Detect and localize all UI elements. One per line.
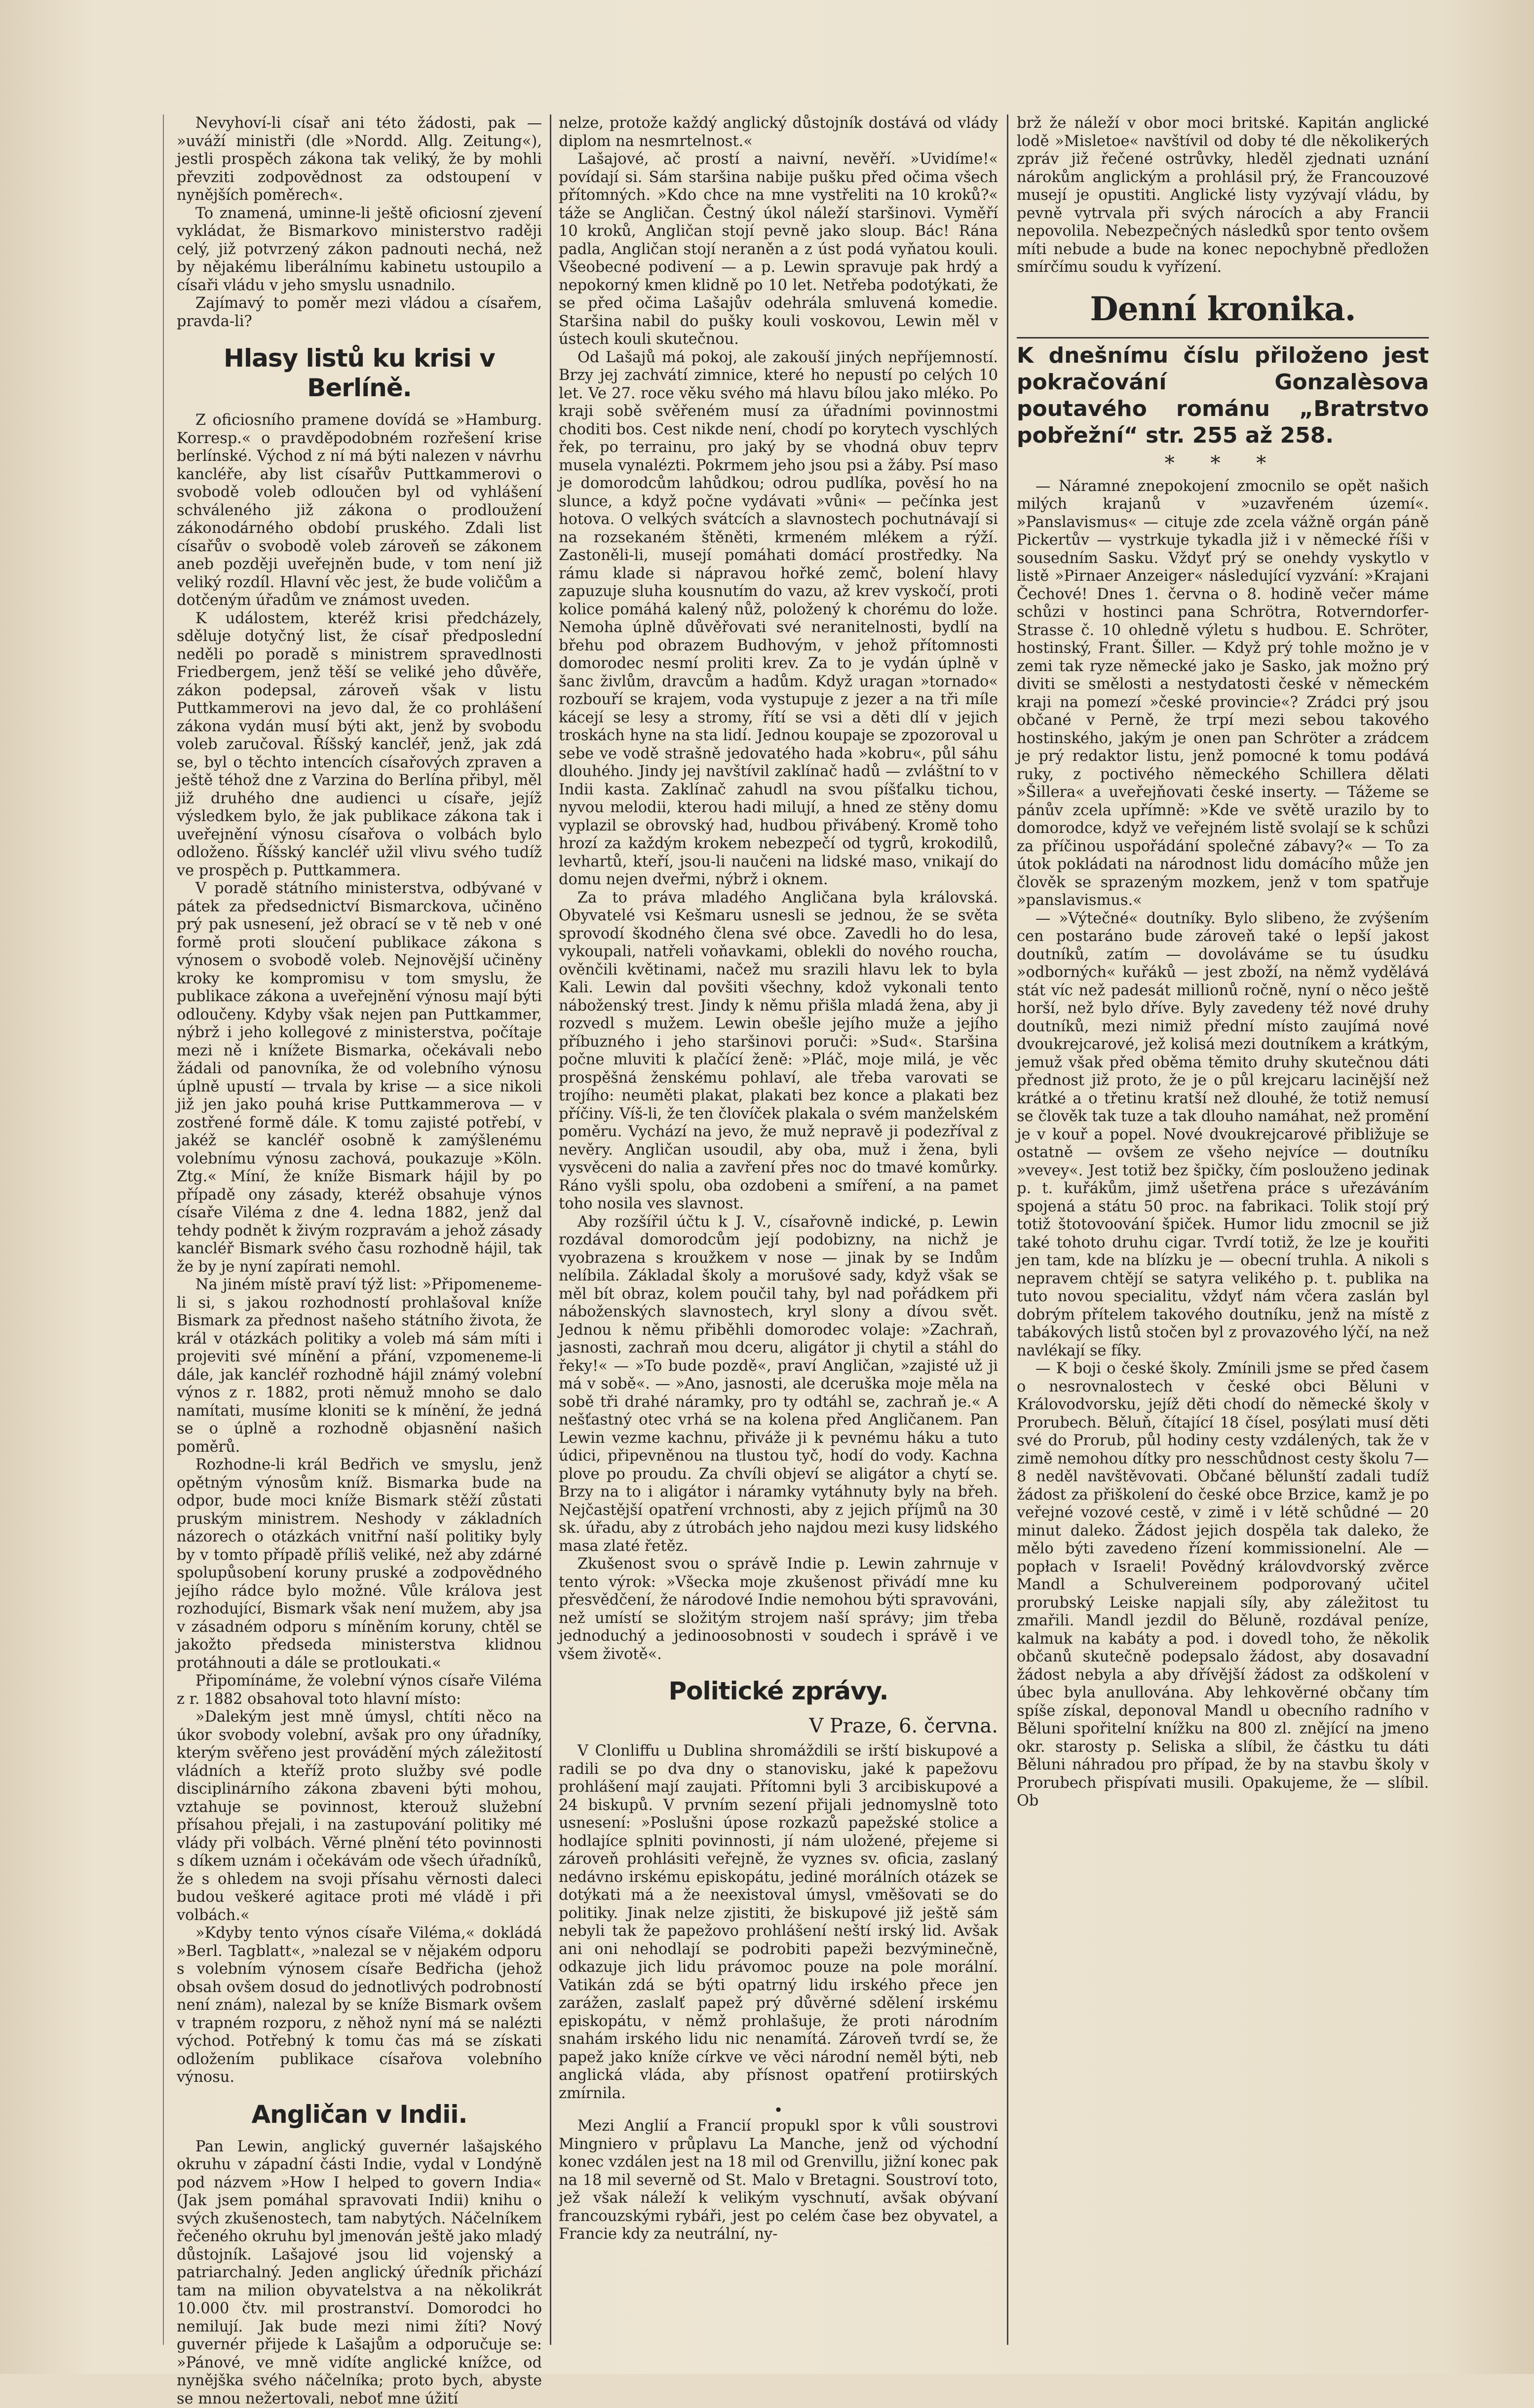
- paragraph: — Náramné znepokojení zmocnilo se opět našich milých krajanů v »uzavřeném území«. »Panslavismus« — cituje zde zcela vážně orgán páně Pickertův — vystrkuje tykadla již i v německé říši v sousedním Sasku. Vždyť prý se onehdy vyskytlo v listě »Pirnaer Anzeiger« následující vyzvání: »Krajani Čechové! Dnes 1. června o 8. hodině večer máme schůzi v hostinci pana Schrötra, Rotverndorfer-Strasse č. 10 ohledně výletu s hudbou. E. Schröter, hostinský, Frant. Šiller. — Když prý tohle možno je v zemi tak ryze německé jako je Sasko, jak možno prý diviti se smělosti a nestydatosti české v německém kraji na pomezí »české provincie«? Zrádci prý jsou občané v Perně, že trpí mezi sebou takového hostinského, jakým je onen pan Schröter a zrádcem je prý redaktor listu, jenž pomocné k tomu podává ruky, z poctivého německého Schillera dělati »Šillera« a uveřejňovati české inserty. — Tážeme se pánův zcela upřímně: »Kde ve světě urazilo by to domorodce, když ve veřejném listě svolají se k schůzi za příčinou uspořádání společné zábavy?« — To za útok pokládati na národnost lidu domácího může jen člověk se sprazeným mozkem, jenž v tom spatřuje »panslavismus.«: [1017, 478, 1429, 910]
- paragraph: — K boji o české školy. Zmínili jsme se před časem o nesrovnalostech v české obci Běluni v Královodvorsku, jejíž děti chodí do německé školy v Prorubech. Běluň, čítající 18 čísel, posýlati musí děti své do Prorub, půl hodiny cesty vzdálených, tak že v zimě nemohou dítky pro nesschůdnost cesty školu 7—8 neděl navštěvovati. Občané bělunští zadali tudíž žádost za přiškolení do české obce Brzice, kamž je po veřejné vozové cestě, v zimě i v létě schůdné — 20 minut daleko. Žádost jejich dospěla tak daleko, že mělo býti zavedeno řízení kommissionelní. Ale — popłach v Israeli! Povědný královdvorský zvěrce Mandl a Schulvereinem podporovaný učitel prorubský Leiske napjali síly, aby záležitost tu zmařili. Mandl jezdil do Běluně, rozdával peníze, kalmuk na kabáty a pod. i dovedl toho, že několik občanů skutečně podepsalo žádost, aby dosavadní žádost nebyla a aby dřívější žádost za odškolení v úbec byla anullována. Aby lehkověrné občany tím spíše získal, deponoval Mandl u obecního radního v Běluni spořitelní knížku na 800 zl. znějící na jmeno okr. starosty p. Seliska a slíbil, že částku tu dáti Běluni náhradou pro případ, že by na stavbu školy v Prorubech přispívati musili. Opakujeme, že — slíbil. Ob: [1017, 1360, 1429, 1810]
- paragraph: Pan Lewin, anglický guvernér lašajského okruhu v západní části Indie, vydal v Londýně pod názvem »How I helped to govern India« (Jak jsem pomáhal spravovati Indii) knihu o svých zkušenostech, tam nabytých. Náčelníkem řečeného okruhu byl jmenován ještě jako mladý důstojník. Lašajové jsou lid vojenský a patriarchalný. Jeden anglický úředník přichází tam na milion obyvatelstva a na několikrát 10.000 čtv. mil prostranství. Domorodci ho nemilují. Jak bude mezi nimi žíti? Nový guvernér přijede k Lašajům a odporučuje se: »Pánové, ve mně vidíte anglické knížce, od nynějška svého náčelníka; proto bych, abyste se mnou nežertovali, neboť mne úžití: [177, 2138, 542, 2408]
- column-2: [559, 114, 998, 2345]
- left-margin-rule: [163, 114, 164, 2345]
- section-heading: Denní kronika.: [1017, 290, 1429, 328]
- paragraph: To znamená, uminne-li ještě oficiosní zjevení vykládat, že Bismarkovo ministerstvo raději celý, již potvrzený zákon padnouti nechá, než by nějakému liberálnímu kabinetu ustoupilo a císaři vládu v jeho smyslu usnadnilo.: [177, 205, 542, 295]
- separator-dot: •: [559, 2103, 998, 2117]
- section-heading: Politické zprávy.: [559, 1676, 998, 1706]
- paragraph: Aby rozšířil účtu k J. V., císařovně indické, p. Lewin rozdával domorodcům její podobizny, na nichž je vyobrazena s kroužkem v nose — jinak by se Indům nelíbila. Základal školy a morušové sady, když však se měl bít obraz, kolem poučil tahy, byl nad pořádkem při náboženských slavnostech, kryl slony a dívou svět. Jednou k němu přiběhli domorodec volaje: »Zachraň, jasnosti, zachraň mou dceru, aligátor ji chytil a stáhl do řeky!« — »To bude pozdě«, praví Angličan, »zajisté už ji má v sobě«. — »Ano, jasnosti, ale dceruška moje měla na sobě tři drahé náramky, pro ty odtáhl se, zachraň je.« A nešťastný otec vrhá se na kolena před Angličanem. Pan Lewin vezme kachnu, přiváže ji k pevnému háku a tuto údici, připevněnou na tlustou tyč, hodí do vody. Kachna plove po proudu. Za chvíli objeví se aligátor a chytí se. Brzy na to i aligátor i náramky vytáhnuty byly na břeh. Nejčastější opatření vrchnosti, aby z jejich příjmů na 30 sk. úřadu, aby z útrobách jeho najdou mezi kusy lidského masa zlaté řetěz.: [559, 1213, 998, 1556]
- paragraph: Připomínáme, že volební výnos císaře Viléma z r. 1882 obsahoval toto hlavní místo:: [177, 1672, 542, 1708]
- paragraph: Rozhodne-li král Bedřich ve smyslu, jenž opětným výnosům kníž. Bismarka bude na odpor, bude moci kníže Bismark stěží zůstati pruským ministrem. Neshody v základních názorech o otázkách vnitřní naší politiky byly by v tomto případě příliš veliké, než aby zdárné spolupůsobení koruny pruské a zodpovědného jejího rádce bylo možné. Vůle králova jest rozhodující, Bismark však není mužem, aby jsa v zásadném odporu s míněním koruny, chtěl se jakožto předseda ministerstva klidnou protáhnouti a dále se protloukati.«: [177, 1456, 542, 1672]
- dateline-date: 6. června.: [899, 1715, 998, 1737]
- paragraph: Zajímavý to poměr mezi vládou a císařem, pravda-li?: [177, 295, 542, 331]
- paragraph: brž že náleží v obor moci britské. Kapitán anglické lodě »Misletoe« navštívil od doby té dle několikerých zpráv již řečené ostrůvky, hleděl zjednati uznání nárokům anglickým a prohlásil prý, že Francouzové musejí je opustiti. Anglické listy vyzývají vládu, by pevně vytrvala při svých nárocích a aby Francii nepovolila. Nebezpečných následků spor tento ovšem míti nebude a bude na konec nepochybně předložen smírčímu soudu k vyřízení.: [1017, 114, 1429, 277]
- paragraph: Nevyhoví-li císař ani této žádosti, pak — »uváží ministři (dle »Nordd. Allg. Zeitung«), jestli prospěch zákona tak veliký, že by mohli převziti zodpovědnost za odstoupení v nynějších poměrech«.: [177, 114, 542, 205]
- paragraph: K událostem, kteréž krisi předcházely, sděluje dotyčný list, že císař předposlední neděli po poradě s ministrem spravedlnosti Friedbergem, jenž těší se veliké jeho důvěře, zákon podepsal, zároveň však v listu Puttkammerovi na jevo dal, že co prohlášení zákona vydán musí býti akt, jenž by svobodu voleb zaručoval. Říšský kancléř, jenž, jak zdá se, byl o těchto intencích císařových zpraven a ještě téhož dne z Varzina do Berlína přibyl, měl již druhého dne audienci u císaře, jejíž výsledkem bylo, že jak publikace zákona tak i uveřejnění výnosu císařova o volbách bylo odloženo. Říšský kancléř užil vlivu svého tudíž ve prospěch p. Puttkammera.: [177, 610, 542, 880]
- paragraph: nelze, protože každý anglický důstojník dostává od vlády diplom na nesmrtelnost.«: [559, 114, 998, 150]
- paragraph: V Clonliffu u Dublina shromáždili se irští biskupové a radili se po dva dny o stanovisku, jaké k papežovu prohlášení mají zaujati. Přítomni byli 3 arcibiskupové a 24 biskupů. V prvním sezení přijali jednomyslně toto usnesení: »Poslušni úpose rozkazů papežské stolice a hodlajíce splniti povinnosti, jí nám uložené, přejeme si zároveň prohlásiti veřejně, že vyznes sv. oficia, zaslaný nedávno irskému episkopátu, jediné morálních otázek se dotýkati má a že neexistoval úmysl, vměšovati se do politiky. Jinak nelze zjistiti, že biskupové již ještě sám nebyli tak že papežovo prohlášení neští irský lid. Avšak ani oni nehodlají se podrobiti papeži bezvýminečně, odkazuje jich lidu právomoc pouze na pole morální. Vatikán zdá se býti opatrný lidu irského přece jen zarážen, zaslalť papež prý důvěrné sdělení irskému episkopátu, v němž prohlašuje, že proti národním snahám irského lidu nic nenamítá. Zároveň tvrdí se, že papež jako kníže církve ve věci národní neměl býti, neb anglická vláda, aby přísnost opatření protiirských zmírnila.: [559, 1742, 998, 2103]
- dateline: [559, 1715, 998, 1737]
- paragraph: Mezi Anglií a Francií propukl spor k vůli soustrovi Mingniero v průplavu La Manche, jenž od východní konec vzdálen jest na 18 mil od Grenvillu, jižní konec pak na 18 mil severně od St. Malo v Bretagni. Soustroví toto, jež však náleží k velikým vyschnutí, avšak obývaní francouzskými rybáři, jest po celém čase bez obyvatel, a Francie kdy za neutrální, ny-: [559, 2117, 998, 2244]
- asterism: * * *: [1017, 452, 1429, 475]
- paragraph: Od Lašajů má pokoj, ale zakouší jiných nepříjemností. Brzy jej zachvátí zimnice, které ho nepustí po celých 10 let. Ve 27. roce věku svého má hlavu bílou jako mléko. Po kraji sobě svěřeném musí za úřadními povinnostmi choditi bos. Cest nikde není, chodí po korytech vyschlých řek, po terrainu, pro jaký by se vhodná obuv teprv musela vynalézti. Pokrmem jeho jsou psi a žáby. Psí maso je domorodcům lahůdkou; odrou pudlíka, pověsí ho na slunce, a když počne vydávati »vůni« — pečínka jest hotova. O velkých svátcích a slavnostech pochutnávají si na rozsekaném štěněti, krmeném mlékem a rýží. Zastoněli-li, musejí pomáhati domácí prostředky. Na rámu klade si nápravou hořké zemč, bolení hlavy zapuzuje sluha kousnutím do vazu, až krev vyskočí, proti kolice pomáhá kalený nůž, položený k chorému do lože. Nemoha úplně důvěřovati své neranitelnosti, bydlí na břehu pod obrazem Budhovým, v jehož přítomnosti domorodec nesmí proliti krev. Za to je vydán úplně v šanc živlům, dravcům a hadům. Když uragan »tornado« rozbouří se krajem, voda vystupuje z jezer a na tři míle kácejí se lesy a stromy, řítí se vsi a děti dlí v jejich troskách hyne na sta lidí. Jednou koupaje se zpozoroval u sebe ve vodě strašně jedovatého hada »kobru«, půl sáhu dlouhého. Jindy jej navštívil zaklínač hadů — zvláštní to v Indii kasta. Zaklínač zahudl na svou píšťalku tichou, nyvou melodii, kterou hadi milují, a hned ze stěny domu vyplazil se obrovský had, hudbou přivábený. Kromě toho hrozí za každým krokem nebezpečí od tygrů, krokodilů, levhartů, kteří, jsou-li naučeni na lidské maso, vnikají do domu nejen dveřmi, nýbrž i oknem.: [559, 349, 998, 889]
- paragraph: Za to práva mladého Angličana byla královská. Obyvatelé vsi Kešmaru usnesli se jednou, že se světa sprovodí škodného člena své obce. Zavedli ho do lesa, vykoupali, natřeli voňavkami, oblekli do nového roucha, ověnčili květinami, načež mu srazili hlavu lek to byla Kali. Lewin dal povšiti všechny, kdož vykonali tento náboženský trest. Jindy k němu přišla mladá žena, aby ji rozvedl s mužem. Lewin obešle jejího muže a jejího příbuzného i jeho staršinovi poruči: »Sud«. Staršina počne mluviti k plačící ženě: »Pláč, moje milá, je věc prospěšná ženskému pohlaví, ale třeba varovati se trojího: neuměti plakat, plakati bez konce a plakati bez příčiny. Víš-li, že ten človíček plakala o svém manželském poměru. Vychází na jevo, že muž nepravě ji podezříval z nevěry. Angličan usoudil, aby oba, muž i žena, byli vysvěceni do nalia a zavření přes noc do tmavé komůrky. Ráno vyšli spolu, oba ozdobeni a smíření, a na pamet toho nosila ves slavnost.: [559, 889, 998, 1213]
- divider: [1017, 337, 1429, 339]
- paragraph: — »Výtečné« doutníky. Bylo slibeno, že zvýšením cen postaráno bude zároveň také o lepší jakost doutníků, zatím — dovoláváme se tu úsudku »odborných« kuřáků — jest zboží, na němž vydělává stát víc než padesát millionů ročně, nyní o něco ještě horší, než bylo dříve. Byly zavedeny též nové druhy doutníků, mezi nimiž přední místo zaujímá nové dvoukrejcarové, jež kolisá mezi doutníkem a krátkým, jemuž však před oběma těmito druhy skutečnou dáti přednost již proto, že je o půl krejcaru lacinější než krátké a o třetinu kratší než dlouhé, že totiž nemusí se člověk tak tuze a tak dlouho namáhat, než promění je v kouř a popel. Nové dvoukrejcarové přibližuje se ostatně — ovšem ze všeho nejvíce — doutníku »vevey«. Jest totiž bez špičky, čím poslouženo jedinak p. t. kuřákům, jimž ušetřena práce s uřezáváním spojená a státu 50 proc. na fabrikaci. Tolik stojí prý totiž štotovoování špiček. Humor lidu zmocnil se již také tohoto druhu cigar. Tvrdí totiž, že lze je kouřiti jen tam, kde na blízku je — obecní truhla. A nikoli s nepravem chtějí se satyra velikého p. t. publika na tuto novou specialitu, vždyť nám včera zaslán byl dobrým přítelem takového doutníku, jenž na místě z tabákových listů stočen byl z provazového lýčí, na než navlékají se fíky.: [1017, 910, 1429, 1360]
- paragraph: »Kdyby tento výnos císaře Viléma,« dokládá »Berl. Tagblatt«, »nalezal se v nějakém odporu s volebním výnosem císaře Bedřicha (jehož obsah ovšem dosud do jednotlivých podrobností není znám), nalezal by se kníže Bismark ovšem v trapném rozporu, z něhož nyní má se nalézti východ. Potřebný k tomu čas má se získati odložením publikace císařova volebního výnosu.: [177, 1924, 542, 2087]
- article-heading: Hlasy listů ku krisi v Berlíně.: [177, 343, 542, 403]
- dateline-city: V Praze,: [809, 1715, 892, 1737]
- article-heading: Angličan v Indii.: [177, 2100, 542, 2129]
- paragraph: Lašajové, ač prostí a naivní, nevěří. »Uvidíme!« povídají si. Sám staršina nabije pušku před očima všech přítomných. »Kdo chce na mne vystřeliti na 10 kroků?« táže se Angličan. Čestný úkol náleží staršinovi. Vyměří 10 kroků, Angličan stojí pevně jako sloup. Bác! Rána padla, Angličan stojí neraněn a z úst podá vyňatou kouli. Všeobecné podivení — a p. Lewin spravuje pak hrdý a nepokorný kmen klidně po 10 let. Netřeba podotýkati, že se před očima Lašajův odehrála smluvená komedie. Staršina nabil do pušky kouli voskovou, Lewin měl v ústech kouli skutečnou.: [559, 150, 998, 349]
- column-3: [1017, 114, 1429, 2345]
- column-rule: [550, 114, 551, 2345]
- paragraph: V poradě státního ministerstva, odbývané v pátek za předsednictví Bismarckova, učiněno prý pak usnesení, jež obrací se v tě neb v oné formě proti sloučení publikace zákona s výnosem o svobodě voleb. Nejnovější učiněny kroky ke kompromisu v tom smyslu, že publikace zákona a uveřejnění výnosu mají býti odloučeny. Kdyby však nejen pan Puttkammer, nýbrž i jeho kollegové z ministerstva, počítaje mezi ně i knížete Bismarka, očekávali nebo žádali od panovníka, že od volebního výnosu úplně upustí — trvala by krise — a sice nikoli již jen jako pouhá krise Puttkammerova — v zostřené formě dále. K tomu zajisté potřebí, v jakéž se kancléř osobně k zamýšlenému volebnímu výnosu zachová, poukazuje »Köln. Ztg.« Míní, že kníže Bismark hájil by po případě ony zásady, kteréž obsahuje výnos císaře Viléma z dne 4. ledna 1882, jenž dal tehdy podnět k živým rozpravám a jehož zásady kancléř Bismark svého času rozhodně hájil, tak že by je nyní zapírati nemohl.: [177, 880, 542, 1276]
- paragraph: Zkušenost svou o správě Indie p. Lewin zahrnuje v tento výrok: »Všecka moje zkušenost přivádí mne ku přesvědčení, že národové Indie nemohou býti spravováni, než umístí se složitým strojem naší správy; jim třeba jednoduchý a jedinoosobnosti v soudech i správě i ve všem životě«.: [559, 1555, 998, 1663]
- supplement-notice: K dnešnímu číslu přiloženo jest pokračování Gonzalèsova poutavého románu „Bratrstvo pobřežní“ str. 255 až 258.: [1017, 342, 1429, 449]
- column-rule: [1007, 114, 1008, 2345]
- paragraph: »Dalekým jest mně úmysl, chtíti něco na úkor svobody volební, avšak pro ony úřadníky, kterým svěřeno jest provádění mých záležitostí vládních a kteříž proto služby své podle disciplinárního zákona zbaveni býti mohou, vztahuje se povinnost, kterouž služební přísahou přejali, i na zastupování politiky mé vlády při volbách. Věrné plnění této povinnosti s díkem uznám i očekávám ode všech úřadníků, že s ohledem na svoji přísahu věrnosti daleci budou veškeré agitace proti mé vládě i při volbách.«: [177, 1708, 542, 1924]
- paragraph: Z oficiosního pramene dovídá se »Hamburg. Korresp.« o pravděpodobném rozřešení krise berlínské. Východ z ní má býti nalezen v návrhu kancléře, aby list císařův Puttkammerovi o svobodě voleb odloučen byl od vyhlášení schváleného již zákona o prodloužení zákonodárného období pruského. Zdali list císařův o svobodě voleb zároveň se zákonem aneb později uveřejněn bude, v tom není již veliký rozdíl. Hlavní věc jest, že bude voličům a dotčeným úřadům ve známost uveden.: [177, 412, 542, 610]
- paragraph: Na jiném místě praví týž list: »Připomeneme-li si, s jakou rozhodností prohlašoval kníže Bismark za přednost našeho státního života, že král v otázkách politiky a voleb má sám míti i projeviti své mínění a přání, vzpomeneme-li dále, jak kancléř rozhodně hájil známý volební výnos z r. 1882, proti němuž mnoho se dalo namítati, musíme kloniti se k mínění, že jedná se o úplně a rozhodně objasnění našich poměrů.: [177, 1276, 542, 1456]
- column-1: [177, 114, 542, 2345]
